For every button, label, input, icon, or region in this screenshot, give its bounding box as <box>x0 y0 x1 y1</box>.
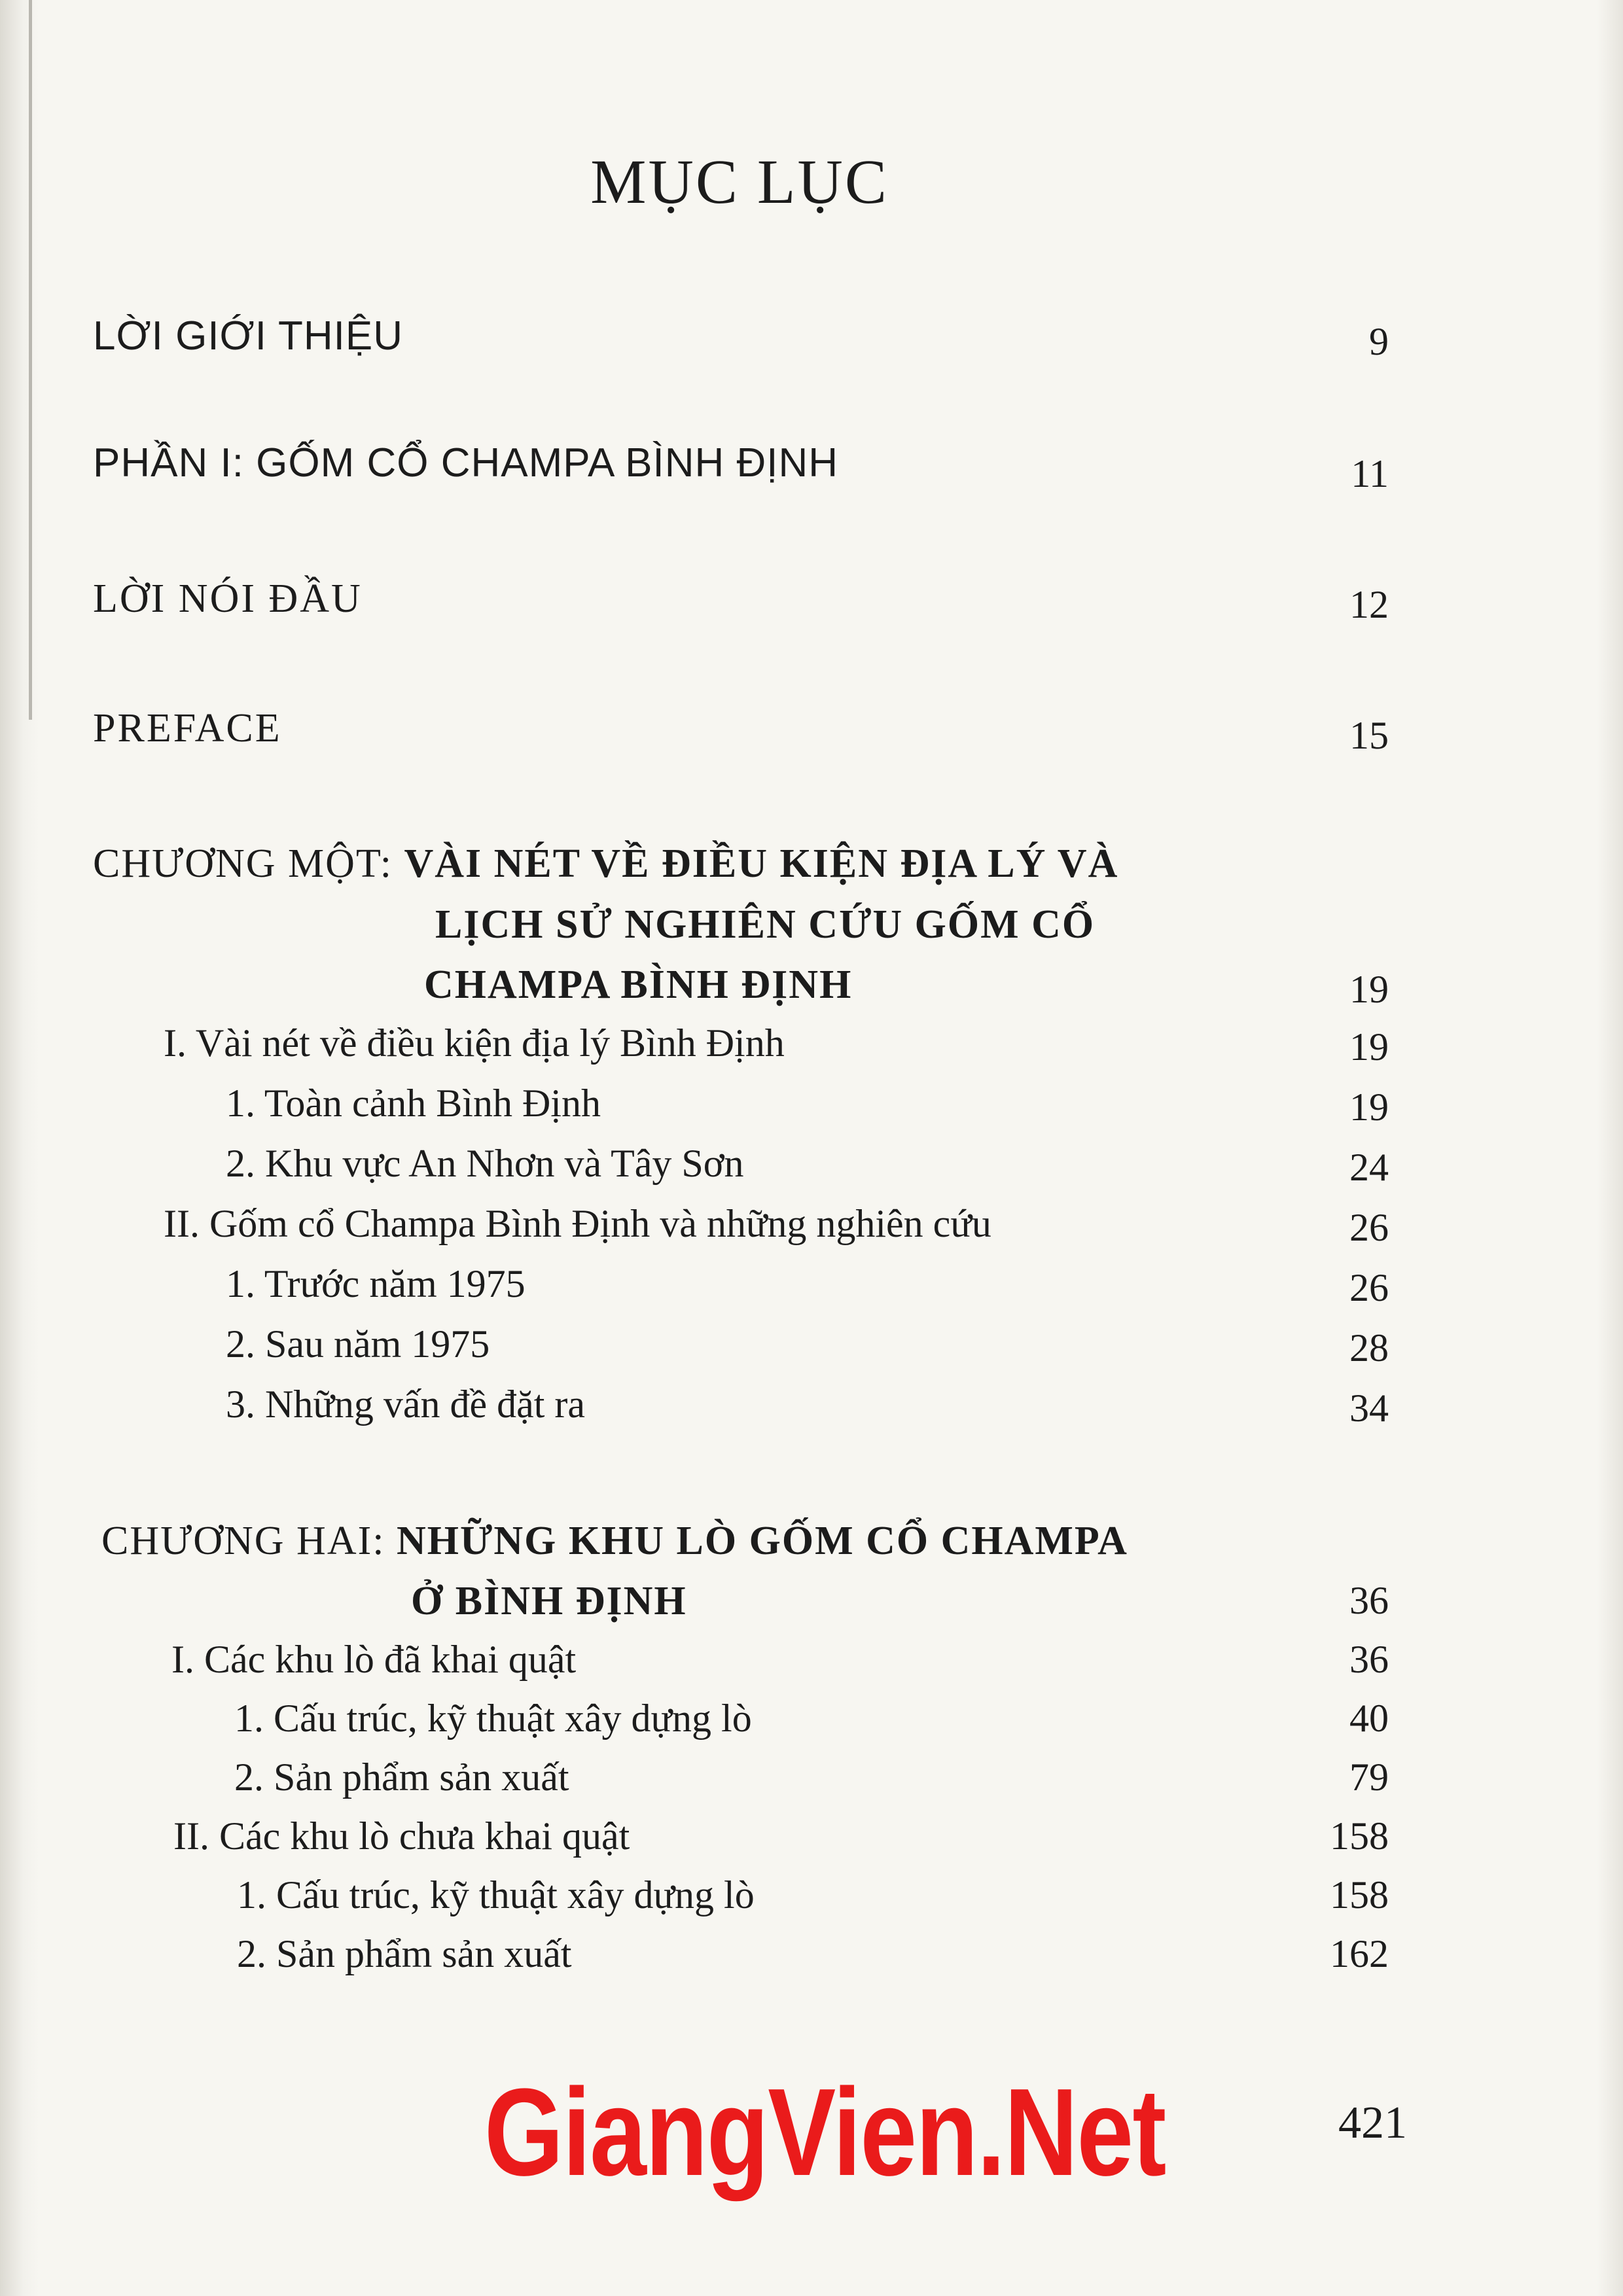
toc-entry-label: 3. Những vấn đề đặt ra <box>226 1383 586 1426</box>
toc-entry-page: 28 <box>1349 1326 1389 1369</box>
chapter-1-heading <box>93 841 1271 900</box>
toc-entry-label: 2. Sau năm 1975 <box>226 1322 490 1366</box>
toc-entry-page: 19 <box>1349 1025 1389 1069</box>
chapter-2-prefix: CHƯƠNG HAI: <box>101 1519 385 1563</box>
toc-entry-label: 1. Cấu trúc, kỹ thuật xây dựng lò <box>234 1697 752 1740</box>
chapter-2-title-line1: NHỮNG KHU LÒ GỐM CỔ CHAMPA <box>396 1519 1128 1563</box>
toc-entry-label: 2. Sản phẩm sản xuất <box>234 1756 569 1799</box>
toc-entry-page: 11 <box>1351 452 1389 495</box>
toc-entry-page: 162 <box>1330 1932 1389 1975</box>
toc-entry-label: 1. Toàn cảnh Bình Định <box>226 1082 601 1125</box>
chapter-2-page: 36 <box>1349 1579 1389 1622</box>
page-binding-edge <box>29 0 32 720</box>
toc-entry-label: PREFACE <box>93 706 282 751</box>
toc-entry-label: II. Các khu lò chưa khai quật <box>173 1814 630 1858</box>
toc-entry-label: I. Vài nét về điều kiện địa lý Bình Định <box>164 1021 785 1065</box>
chapter-1-prefix: CHƯƠNG MỘT: <box>93 841 393 886</box>
toc-entry-label: LỜI NÓI ĐẦU <box>93 576 363 621</box>
page-right-shadow <box>1597 0 1623 2296</box>
toc-entry-page: 19 <box>1349 1086 1389 1129</box>
toc-entry-label: I. Các khu lò đã khai quật <box>171 1638 577 1681</box>
toc-entry-label: LỜI GIỚI THIỆU <box>93 313 404 359</box>
page-title: MỤC LỤC <box>590 147 889 217</box>
toc-entry-page: 9 <box>1369 320 1389 363</box>
toc-entry-label: 1. Cấu trúc, kỹ thuật xây dựng lò <box>237 1873 755 1916</box>
toc-entry-page: 40 <box>1349 1697 1389 1740</box>
toc-entry-page: 15 <box>1349 714 1389 757</box>
toc-entry-page: 12 <box>1349 583 1389 626</box>
toc-entry-page: 34 <box>1349 1386 1389 1430</box>
chapter-1-title-line3: CHAMPA BÌNH ĐỊNH <box>424 963 853 1007</box>
toc-entry-page: 158 <box>1330 1814 1389 1858</box>
toc-entry-page: 158 <box>1330 1873 1389 1916</box>
chapter-1-page: 19 <box>1349 968 1389 1011</box>
toc-entry-page: 26 <box>1349 1266 1389 1309</box>
toc-entry-page: 36 <box>1349 1638 1389 1681</box>
toc-entry-label: II. Gốm cổ Champa Bình Định và những nghiên cứu <box>164 1202 991 1245</box>
chapter-2-heading <box>101 1518 1279 1577</box>
toc-entry-page: 79 <box>1349 1756 1389 1799</box>
toc-entry-page: 26 <box>1349 1206 1389 1249</box>
page-number: 421 <box>1338 2098 1407 2148</box>
toc-entry-label: 1. Trước năm 1975 <box>226 1262 526 1305</box>
chapter-1-title-line2: LỊCH SỬ NGHIÊN CỨU GỐM CỔ <box>435 902 1096 947</box>
toc-entry-label: 2. Sản phẩm sản xuất <box>237 1932 572 1975</box>
chapter-1-title-line1: VÀI NÉT VỀ ĐIỀU KIỆN ĐỊA LÝ VÀ <box>404 841 1119 886</box>
toc-entry-page: 24 <box>1349 1146 1389 1189</box>
watermark-logo: GiangVien.Net <box>484 2063 1166 2202</box>
page-left-shadow <box>0 0 39 2296</box>
toc-entry-label: PHẦN I: GỐM CỔ CHAMPA BÌNH ĐỊNH <box>93 440 839 486</box>
chapter-2-title-line2: Ở BÌNH ĐỊNH <box>411 1579 687 1623</box>
toc-entry-label: 2. Khu vực An Nhơn và Tây Sơn <box>226 1142 744 1185</box>
